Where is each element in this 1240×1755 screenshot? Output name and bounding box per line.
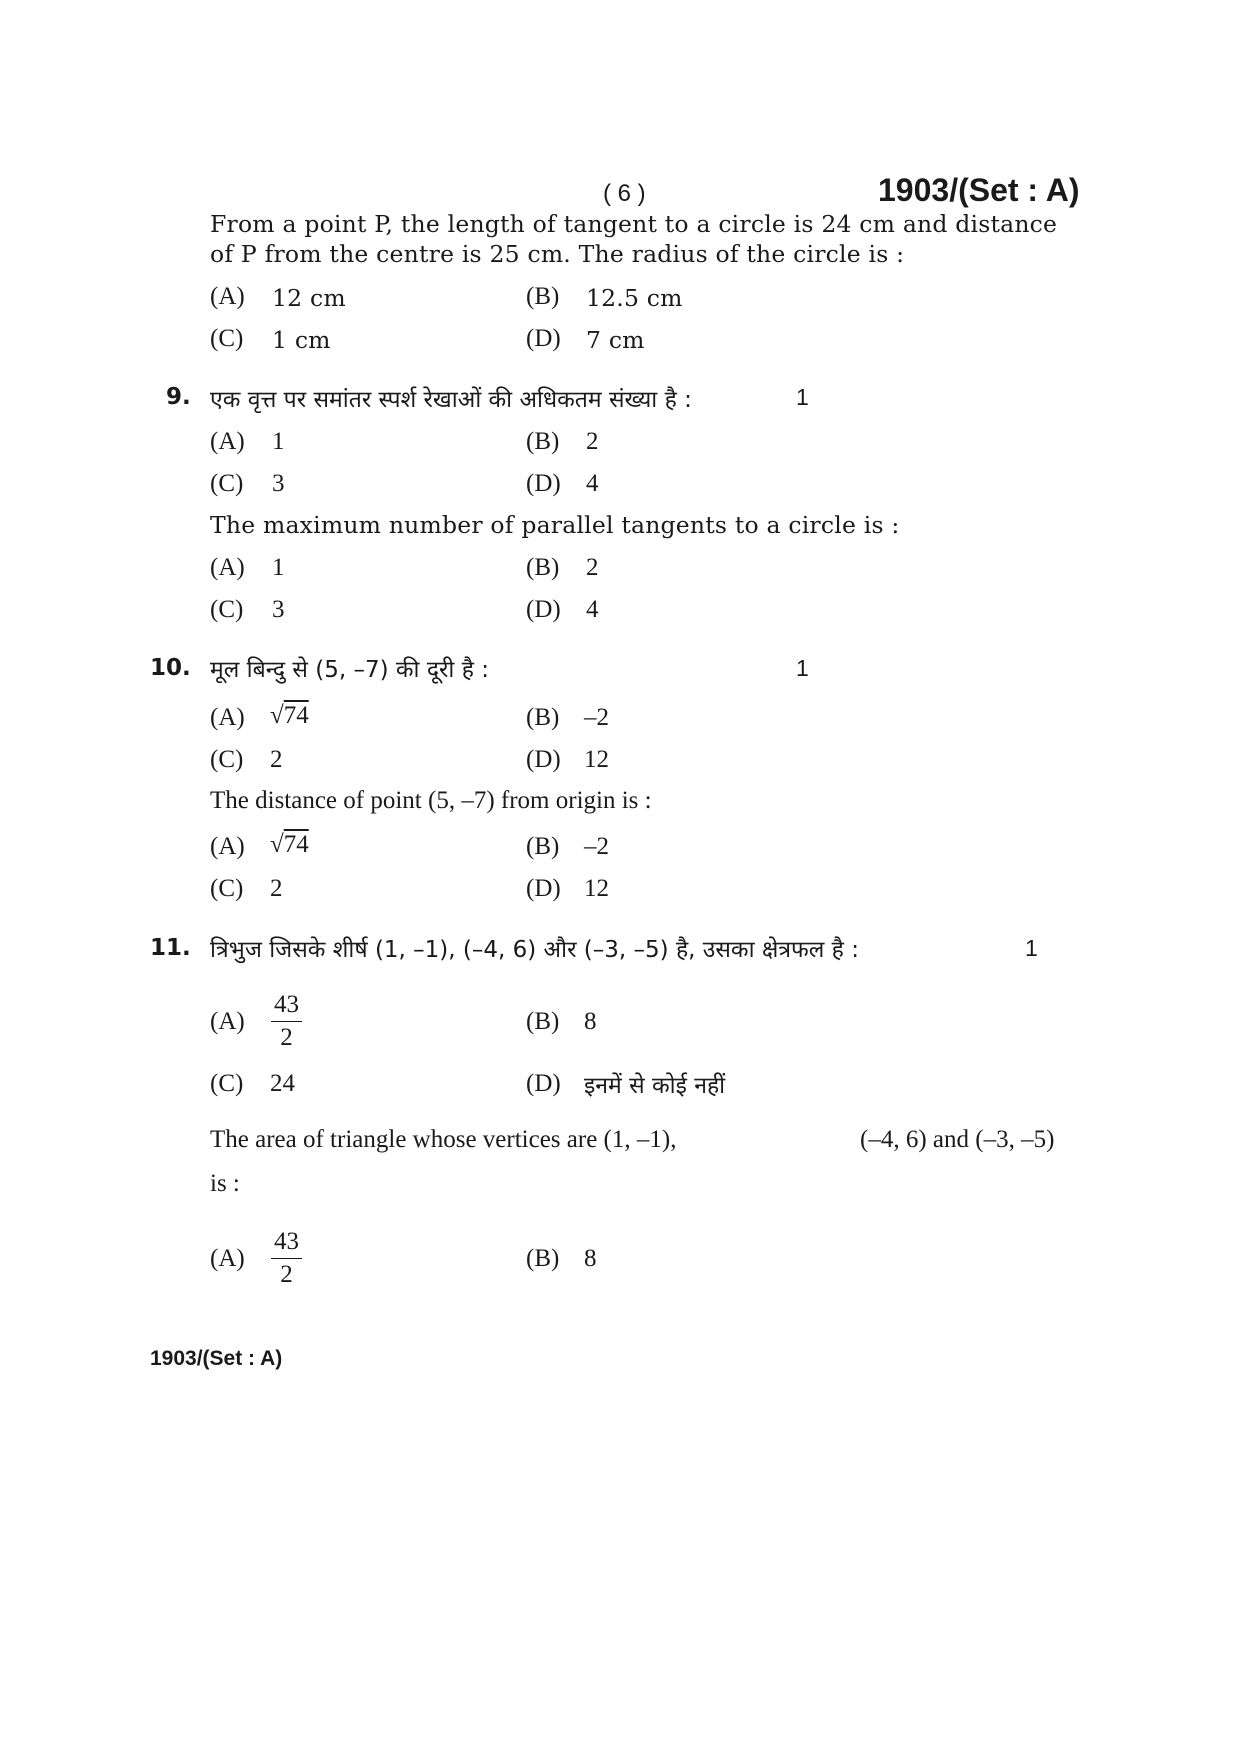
q8-option-d-value: 7 cm	[586, 326, 645, 354]
paper-code-footer: 1903/(Set : A)	[150, 1347, 283, 1370]
q9-hindi-option-d-value: 4	[586, 470, 599, 497]
q8-option-b-value: 12.5 cm	[586, 284, 683, 312]
q10-english-text: The distance of point (5, –7) from origin is :	[210, 787, 652, 814]
q11-hindi-text: त्रिभुज जिसके शीर्ष (1, –1), (–4, 6) और (–3, –5) है, उसका क्षेत्रफल है :	[210, 937, 859, 963]
q9-hindi-option-b-value: 2	[586, 428, 599, 455]
q9-hindi-option-a-label: (A)	[210, 428, 245, 455]
q9-english-text: The maximum number of parallel tangents to a circle is :	[210, 511, 900, 539]
q10-hindi-option-d-value: 12	[584, 746, 609, 773]
q9-english-option-b-value: 2	[586, 554, 599, 581]
q8-text-line1: From a point P, the length of tangent to a circle is 24 cm and distance	[210, 210, 1058, 238]
q11-marks: 1	[1025, 935, 1038, 961]
q11-english-option-b-label: (B)	[526, 1245, 560, 1272]
q8-option-a-label: (A)	[210, 283, 245, 310]
q9-hindi-option-c-label: (C)	[210, 470, 244, 497]
q8-option-b-label: (B)	[526, 283, 560, 310]
q10-hindi-option-a-value	[270, 702, 309, 730]
q10-english-option-d-value: 12	[584, 875, 609, 902]
q9-english-option-c-label: (C)	[210, 596, 244, 623]
q11-english-option-a-fraction	[271, 1227, 302, 1290]
q9-number: 9.	[166, 384, 191, 410]
page-number: ( 6 )	[603, 180, 646, 207]
q11-hindi-option-a-label: (A)	[210, 1008, 245, 1035]
q10-english-option-a-value	[270, 831, 309, 859]
q11-hindi-option-c-value: 24	[270, 1070, 295, 1097]
q8-option-c-label: (C)	[210, 325, 244, 352]
q9-english-option-b-label: (B)	[526, 554, 560, 581]
radicand: 74	[283, 831, 309, 858]
fraction-denominator: 2	[280, 1261, 293, 1288]
q9-hindi-option-b-label: (B)	[526, 428, 560, 455]
q9-marks: 1	[796, 384, 809, 410]
q9-hindi-text: एक वृत्त पर समांतर स्पर्श रेखाओं की अधिकतम संख्या है :	[210, 387, 692, 413]
q10-hindi-option-c-label: (C)	[210, 746, 244, 773]
radicand: 74	[283, 702, 309, 729]
q11-hindi-option-c-label: (C)	[210, 1070, 244, 1097]
q9-english-option-d-label: (D)	[526, 596, 561, 623]
q9-hindi-option-c-value: 3	[272, 470, 285, 497]
q10-english-option-c-label: (C)	[210, 875, 244, 902]
q10-hindi-option-a-label: (A)	[210, 704, 245, 731]
sqrt-symbol: √	[270, 831, 284, 858]
q10-english-option-b-label: (B)	[526, 833, 560, 860]
q9-hindi-option-d-label: (D)	[526, 470, 561, 497]
q11-hindi-option-b-label: (B)	[526, 1008, 560, 1035]
fraction-denominator: 2	[280, 1024, 293, 1051]
paper-code-header: 1903/(Set : A)	[878, 172, 1080, 208]
q8-option-c-value: 1 cm	[272, 326, 331, 354]
q9-hindi-option-a-value: 1	[272, 428, 285, 455]
q11-english-line1-left: The area of triangle whose vertices are (1, –1),	[210, 1126, 677, 1153]
q10-hindi-option-b-value: –2	[584, 704, 609, 731]
q8-option-d-label: (D)	[526, 325, 561, 352]
q11-english-option-a-label: (A)	[210, 1245, 245, 1272]
sqrt-symbol: √	[270, 702, 284, 729]
q11-hindi-option-d-value: इनमें से कोई नहीं	[584, 1073, 726, 1099]
q10-hindi-text: मूल बिन्दु से (5, –7) की दूरी है :	[210, 657, 489, 683]
fraction-numerator: 43	[271, 990, 302, 1022]
q8-text-line2: of P from the centre is 25 cm. The radius of the circle is :	[210, 240, 905, 268]
q11-number: 11.	[150, 935, 191, 961]
q10-marks: 1	[796, 655, 809, 681]
q10-hindi-option-c-value: 2	[270, 746, 283, 773]
q11-english-option-b-value: 8	[584, 1245, 597, 1272]
q9-english-option-a-value: 1	[272, 554, 285, 581]
q11-english-line2: is :	[210, 1170, 240, 1197]
q10-english-option-c-value: 2	[270, 875, 283, 902]
q10-english-option-d-label: (D)	[526, 875, 561, 902]
fraction-numerator: 43	[271, 1227, 302, 1259]
q9-english-option-c-value: 3	[272, 596, 285, 623]
q8-option-a-value: 12 cm	[272, 284, 346, 312]
q10-english-option-a-label: (A)	[210, 833, 245, 860]
q10-hindi-option-b-label: (B)	[526, 704, 560, 731]
q10-number: 10.	[150, 655, 191, 681]
q10-english-option-b-value: –2	[584, 833, 609, 860]
q9-english-option-d-value: 4	[586, 596, 599, 623]
q11-hindi-option-a-fraction	[271, 990, 302, 1053]
q11-hindi-option-b-value: 8	[584, 1008, 597, 1035]
q11-english-line1-right: (–4, 6) and (–3, –5)	[860, 1126, 1055, 1153]
q9-english-option-a-label: (A)	[210, 554, 245, 581]
q10-hindi-option-d-label: (D)	[526, 746, 561, 773]
q11-hindi-option-d-label: (D)	[526, 1070, 561, 1097]
